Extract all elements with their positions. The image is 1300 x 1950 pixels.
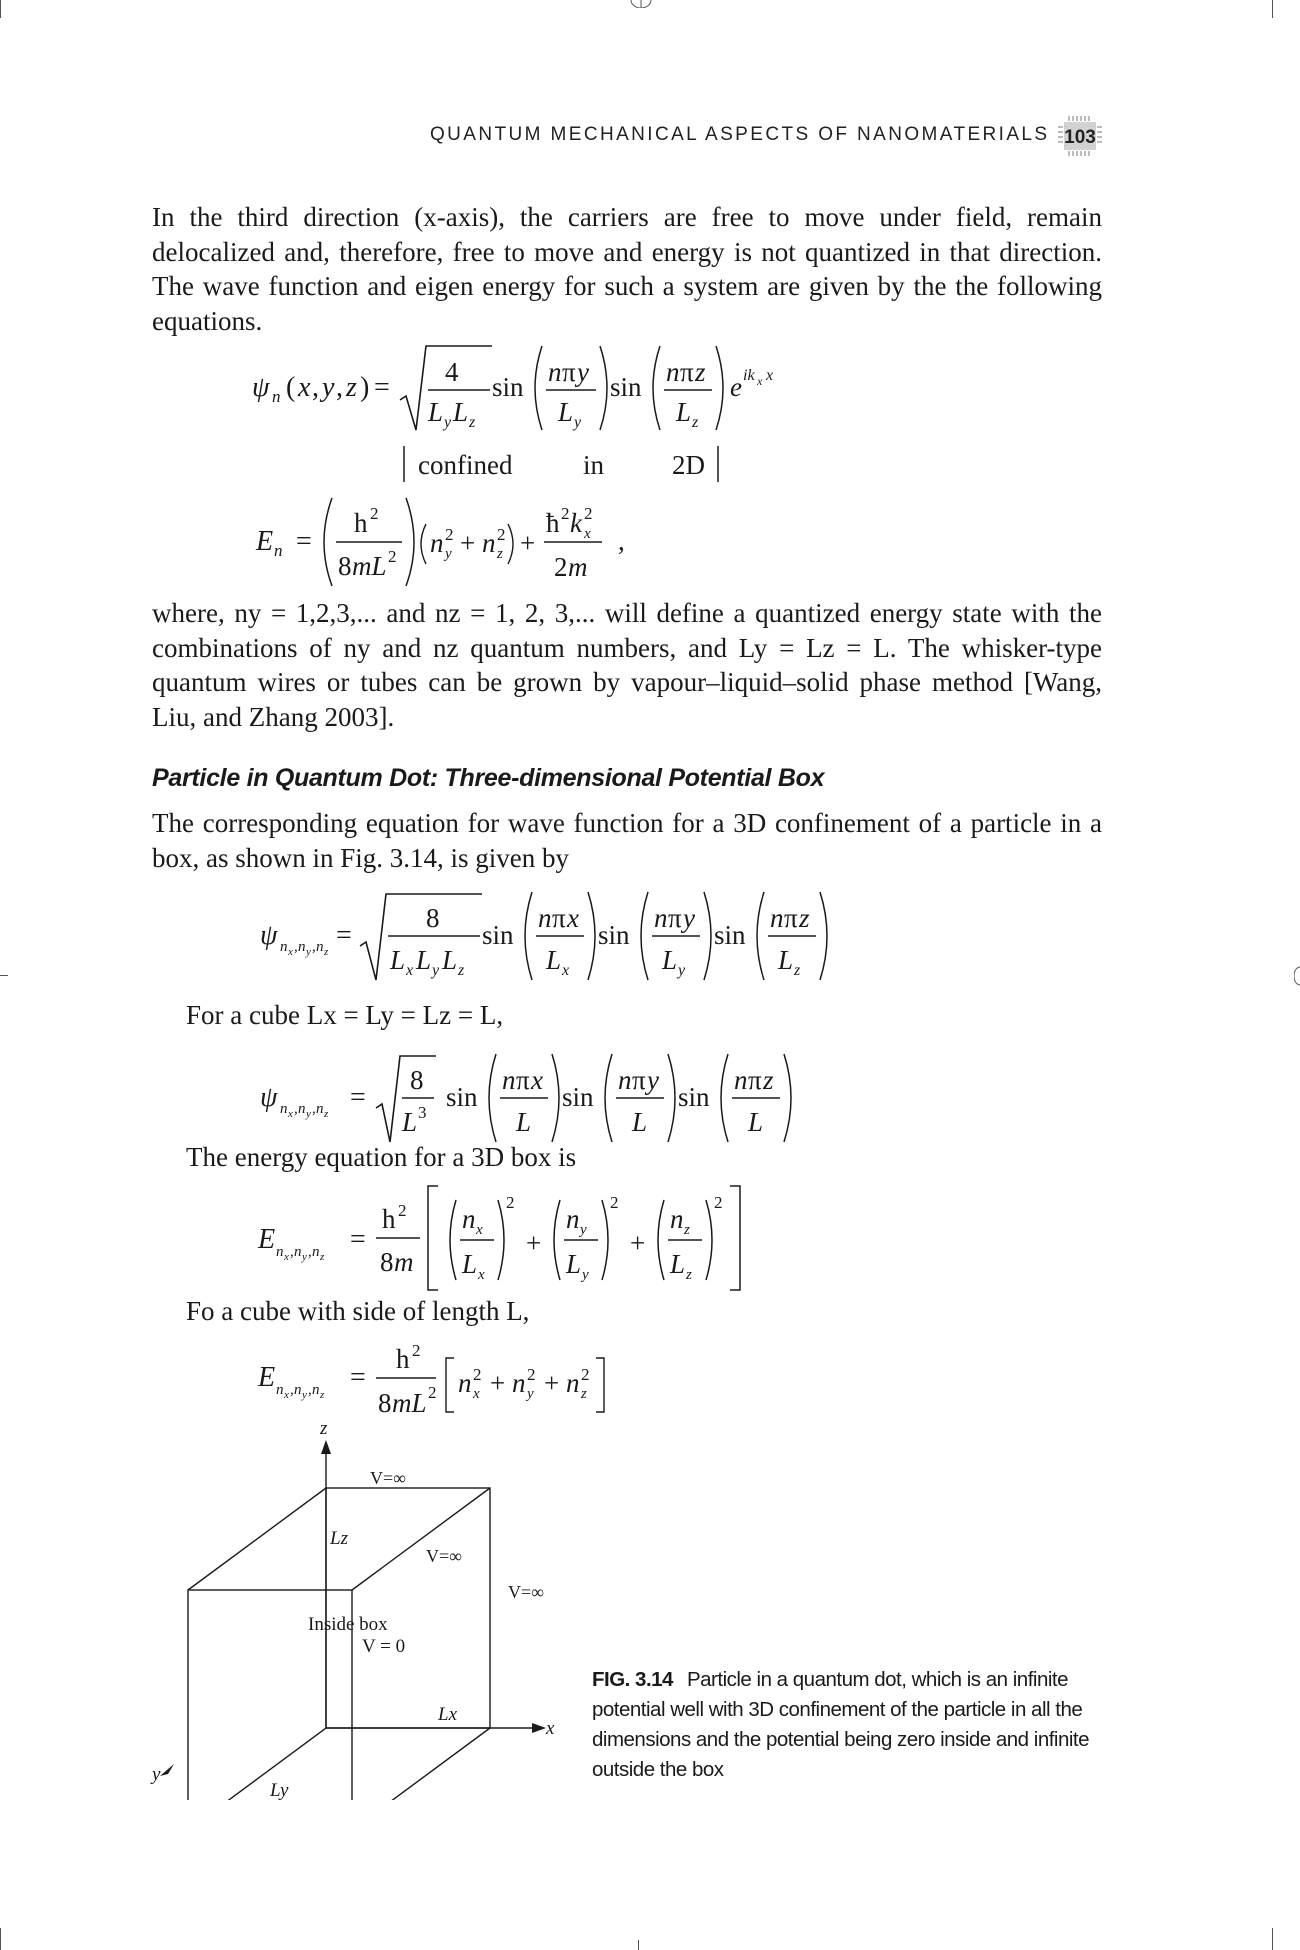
figure-caption-label: FIG. 3.14	[592, 1668, 673, 1691]
svg-text:2: 2	[398, 1201, 407, 1220]
equation-wavefunction-cube	[250, 1046, 810, 1146]
svg-text:+: +	[460, 528, 476, 558]
equation-energy-2d	[240, 492, 660, 592]
svg-text:n: n	[482, 528, 496, 558]
page-number-badge	[1058, 116, 1102, 156]
zero-potential-label: V = 0	[362, 1636, 406, 1657]
crop-mark	[0, 1928, 1, 1950]
svg-text:,: ,	[294, 1101, 298, 1117]
svg-text:n: n	[298, 939, 306, 955]
svg-text:x: x	[766, 367, 774, 384]
svg-text:4: 4	[445, 357, 459, 387]
svg-text:8: 8	[378, 1388, 392, 1418]
svg-text:L: L	[662, 945, 678, 975]
svg-text:,: ,	[294, 939, 298, 955]
svg-text:π: π	[680, 357, 694, 387]
inside-box-label: Inside box	[308, 1614, 388, 1635]
svg-text:z: z	[581, 1386, 587, 1402]
figure-caption	[592, 1665, 1112, 1785]
paragraph-quantum-numbers	[152, 596, 1102, 734]
svg-text:z: z	[684, 1222, 690, 1238]
svg-text:L: L	[416, 945, 432, 975]
svg-text:ψ: ψ	[260, 1082, 278, 1113]
svg-text:π: π	[552, 903, 566, 933]
svg-text:z: z	[346, 372, 357, 403]
svg-text:y: y	[577, 357, 589, 387]
svg-text:3: 3	[418, 1103, 427, 1122]
svg-text:E: E	[258, 1224, 276, 1255]
svg-text:z: z	[320, 1389, 325, 1401]
svg-text:y: y	[527, 1386, 534, 1402]
svg-text:n: n	[502, 1065, 516, 1095]
svg-text:n: n	[272, 387, 281, 406]
svg-text:z: z	[324, 946, 329, 958]
potential-right-label: V=∞	[508, 1582, 544, 1602]
svg-text:h: h	[396, 1344, 410, 1374]
svg-text:n: n	[566, 1368, 580, 1398]
svg-text:L: L	[428, 397, 444, 427]
in-word: in	[583, 450, 605, 480]
svg-text:2: 2	[445, 525, 454, 544]
svg-text:x: x	[288, 946, 293, 958]
svg-text:k: k	[570, 508, 582, 538]
svg-text:n: n	[770, 903, 784, 933]
svg-text:,: ,	[290, 1244, 294, 1260]
svg-text:z: z	[799, 903, 810, 933]
svg-text:n: n	[734, 1065, 748, 1095]
svg-text:z: z	[320, 1251, 325, 1263]
svg-text:=: =	[350, 1082, 366, 1113]
svg-text:x: x	[288, 1108, 293, 1120]
svg-text:m: m	[394, 1247, 414, 1277]
svg-text:n: n	[666, 357, 680, 387]
svg-text:sin: sin	[562, 1082, 594, 1112]
svg-text:2: 2	[428, 1383, 437, 1402]
svg-text:y: y	[302, 1251, 307, 1263]
svg-text:ψ: ψ	[260, 920, 278, 951]
svg-text:+: +	[526, 1228, 542, 1258]
cube-condition-line: For a cube Lx = Ly = Lz = L,	[186, 1000, 504, 1030]
crop-mark	[0, 975, 8, 976]
svg-text:,: ,	[336, 372, 343, 403]
page-number: 103	[1064, 127, 1096, 148]
svg-text:n: n	[618, 1065, 632, 1095]
svg-text:2: 2	[527, 1365, 536, 1384]
svg-text:z: z	[763, 1065, 774, 1095]
section-heading: Particle in Quantum Dot: Three-dimensional Potential Box	[152, 764, 825, 792]
svg-text:sin: sin	[678, 1082, 710, 1112]
svg-text:L: L	[778, 945, 794, 975]
svg-text:2: 2	[388, 547, 397, 566]
svg-text:L: L	[566, 1249, 582, 1279]
svg-text:y: y	[647, 1065, 659, 1095]
svg-text:2: 2	[561, 504, 570, 523]
svg-text:2: 2	[473, 1365, 482, 1384]
svg-text:π: π	[632, 1065, 646, 1095]
svg-text:L: L	[558, 397, 574, 427]
svg-text:mL: mL	[392, 1388, 427, 1418]
svg-text:L: L	[453, 397, 469, 427]
svg-text:sin: sin	[598, 920, 630, 950]
svg-text:h: h	[382, 1204, 396, 1234]
svg-text:=: =	[350, 1362, 366, 1393]
svg-text:y: y	[445, 546, 452, 562]
svg-text:2: 2	[584, 504, 593, 523]
svg-text:n: n	[538, 903, 552, 933]
figure-caption-text: Particle in a quantum dot, which is an infinite potential well with 3D confinement of the particle in all the dimensions and the potential being zero inside and infinite outside the box	[592, 1668, 1090, 1781]
svg-text:n: n	[316, 939, 324, 955]
paragraph-3d-intro	[152, 806, 1102, 875]
svg-text:x: x	[562, 962, 570, 979]
equation-confined-note	[400, 444, 730, 484]
svg-text:x: x	[473, 1386, 480, 1402]
svg-text:2: 2	[412, 1341, 421, 1360]
equation-wavefunction-2d	[240, 338, 800, 438]
svg-text:x: x	[531, 1065, 543, 1095]
svg-text:h: h	[354, 508, 368, 538]
svg-text:y: y	[432, 962, 440, 979]
paragraph-intro	[152, 200, 1102, 338]
svg-text:e: e	[730, 372, 742, 402]
svg-text:z: z	[794, 962, 801, 979]
svg-text:E: E	[258, 1362, 276, 1393]
svg-text:y: y	[678, 962, 686, 979]
crop-mark	[638, 1940, 639, 1950]
svg-text:=: =	[296, 526, 312, 557]
svg-text:,: ,	[308, 1382, 312, 1398]
svg-text:π: π	[516, 1065, 530, 1095]
svg-text:+: +	[490, 1368, 506, 1398]
svg-text:n: n	[654, 903, 668, 933]
svg-text:2: 2	[554, 552, 568, 582]
svg-text:sin: sin	[492, 372, 524, 402]
svg-text:2: 2	[581, 1365, 590, 1384]
svg-text:,: ,	[618, 526, 625, 556]
svg-text:+: +	[630, 1228, 646, 1258]
svg-text:n: n	[548, 357, 562, 387]
svg-text:L: L	[442, 945, 458, 975]
svg-text:x: x	[298, 372, 311, 403]
svg-text:2: 2	[714, 1193, 723, 1212]
svg-text:x: x	[476, 1222, 483, 1238]
svg-text:x: x	[284, 1251, 289, 1263]
svg-text:L: L	[402, 1107, 418, 1137]
svg-text:): )	[360, 372, 370, 403]
svg-text:x: x	[757, 374, 763, 388]
potential-side-label: V=∞	[426, 1546, 462, 1566]
svg-text:=: =	[350, 1224, 366, 1255]
svg-text:y: y	[444, 414, 452, 431]
svg-text:z: z	[469, 414, 476, 431]
running-title: QUANTUM MECHANICAL ASPECTS OF NANOMATERIALS	[430, 124, 1050, 145]
paragraph-text: where, ny = 1,2,3,... and nz = 1, 2, 3,... will define a quantized energy state with the combinations of ny and nz quantum numbers, and Ly = Lz = L. The whisker-type quantum wires or tubes can be grown by vapour–liquid–solid phase method [Wang, Liu, and Zhang 2003].	[152, 598, 1102, 732]
svg-text:n: n	[316, 1101, 324, 1117]
svg-text:L: L	[670, 1249, 686, 1279]
cube-side-line: Fo a cube with side of length L,	[186, 1296, 530, 1326]
svg-text:n: n	[566, 1204, 580, 1234]
svg-text:sin: sin	[610, 372, 642, 402]
x-axis-label: x	[546, 1718, 555, 1739]
svg-text:mL: mL	[352, 551, 387, 581]
svg-text:x: x	[406, 962, 414, 979]
svg-text:,: ,	[312, 372, 319, 403]
svg-text:ψ: ψ	[252, 372, 270, 403]
svg-text:n: n	[312, 1382, 320, 1398]
svg-text:8: 8	[380, 1247, 394, 1277]
equation-wavefunction-3d	[250, 884, 850, 984]
svg-text:8: 8	[426, 903, 440, 933]
svg-text:n: n	[312, 1244, 320, 1260]
svg-text:y: y	[574, 414, 582, 431]
svg-text:L: L	[390, 945, 406, 975]
svg-text:,: ,	[312, 1101, 316, 1117]
svg-text:y: y	[302, 1389, 307, 1401]
svg-text:y: y	[306, 1108, 311, 1120]
svg-text:n: n	[298, 1101, 306, 1117]
svg-text:E: E	[256, 526, 274, 557]
svg-text:y: y	[582, 1267, 589, 1283]
svg-text:n: n	[462, 1204, 476, 1234]
equation-energy-cube	[250, 1334, 630, 1424]
svg-text:+: +	[520, 528, 536, 558]
ly-label: Ly	[270, 1780, 289, 1800]
svg-text:z: z	[686, 1267, 692, 1283]
svg-text:+: +	[544, 1368, 560, 1398]
svg-text:z: z	[695, 357, 706, 387]
svg-text:n: n	[276, 1382, 284, 1398]
svg-text:sin: sin	[446, 1082, 478, 1112]
svg-text:π: π	[562, 357, 576, 387]
energy-equation-line: The energy equation for a 3D box is	[186, 1142, 577, 1172]
svg-text:n: n	[280, 1101, 288, 1117]
x-arrow-icon	[532, 1723, 546, 1733]
svg-text:x: x	[584, 526, 591, 542]
svg-text:n: n	[294, 1382, 302, 1398]
svg-text:2: 2	[497, 525, 506, 544]
svg-text:ħ: ħ	[546, 508, 560, 538]
lz-label: Lz	[330, 1528, 348, 1549]
svg-text:ik: ik	[743, 367, 755, 384]
svg-text:sin: sin	[482, 920, 514, 950]
svg-text:n: n	[430, 528, 444, 558]
svg-text:2: 2	[506, 1193, 515, 1212]
svg-text:8: 8	[410, 1065, 424, 1095]
svg-text:,: ,	[308, 1244, 312, 1260]
svg-text:n: n	[274, 541, 283, 560]
svg-text:2: 2	[610, 1193, 619, 1212]
svg-text:π: π	[748, 1065, 762, 1095]
svg-text:y: y	[683, 903, 695, 933]
svg-text:L: L	[462, 1249, 478, 1279]
svg-text:y: y	[322, 372, 335, 403]
svg-text:z: z	[497, 546, 503, 562]
equation-energy-3d	[250, 1178, 760, 1298]
svg-text:2: 2	[370, 504, 379, 523]
potential-top-label: V=∞	[370, 1468, 406, 1488]
svg-text:=: =	[374, 372, 390, 403]
z-arrow-icon	[321, 1440, 331, 1454]
svg-text:L: L	[546, 945, 562, 975]
figure-quantum-dot-box	[140, 1420, 570, 1800]
svg-text:L: L	[516, 1107, 532, 1137]
confined-word: confined	[418, 450, 513, 480]
dim-word: 2D	[672, 450, 705, 480]
svg-text:x: x	[284, 1389, 289, 1401]
svg-text:n: n	[280, 939, 288, 955]
y-arrow-icon	[158, 1758, 178, 1778]
svg-text:sin: sin	[714, 920, 746, 950]
svg-text:x: x	[478, 1267, 485, 1283]
crop-mark	[1272, 1928, 1273, 1950]
svg-text:y: y	[580, 1222, 587, 1238]
svg-text:y: y	[306, 946, 311, 958]
svg-text:n: n	[276, 1244, 284, 1260]
svg-text:m: m	[568, 552, 588, 582]
paragraph-text: In the third direction (x-axis), the carriers are free to move under field, remain delocalized and, therefore, free to move and energy is not quantized in that direction. The wave function and eigen energy for such a system are given by the the following equations.	[152, 202, 1102, 336]
registration-mark	[630, 0, 652, 8]
svg-text:n: n	[294, 1244, 302, 1260]
svg-text:8: 8	[338, 551, 352, 581]
svg-text:x: x	[567, 903, 579, 933]
svg-text:L: L	[676, 397, 692, 427]
y-axis-label: y	[152, 1764, 161, 1785]
svg-text:n: n	[512, 1368, 526, 1398]
svg-text:,: ,	[312, 939, 316, 955]
svg-text:n: n	[458, 1368, 472, 1398]
paragraph-text: The corresponding equation for wave function for a 3D confinement of a particle in a box, as shown in Fig. 3.14, is given by	[152, 808, 1102, 873]
crop-mark	[0, 0, 1, 18]
lx-label: Lx	[438, 1704, 457, 1725]
svg-text:z: z	[692, 414, 699, 431]
z-axis-label: z	[320, 1420, 328, 1439]
svg-text:=: =	[336, 920, 352, 951]
registration-mark	[1294, 966, 1300, 986]
svg-text:z: z	[458, 962, 465, 979]
box-back-face	[326, 1488, 490, 1728]
svg-text:π: π	[668, 903, 682, 933]
svg-text:L: L	[632, 1107, 648, 1137]
svg-text:(: (	[286, 372, 296, 403]
crop-mark	[1272, 0, 1273, 18]
svg-text:L: L	[748, 1107, 764, 1137]
svg-text:,: ,	[290, 1382, 294, 1398]
svg-text:π: π	[784, 903, 798, 933]
svg-text:z: z	[324, 1108, 329, 1120]
svg-text:n: n	[670, 1204, 684, 1234]
